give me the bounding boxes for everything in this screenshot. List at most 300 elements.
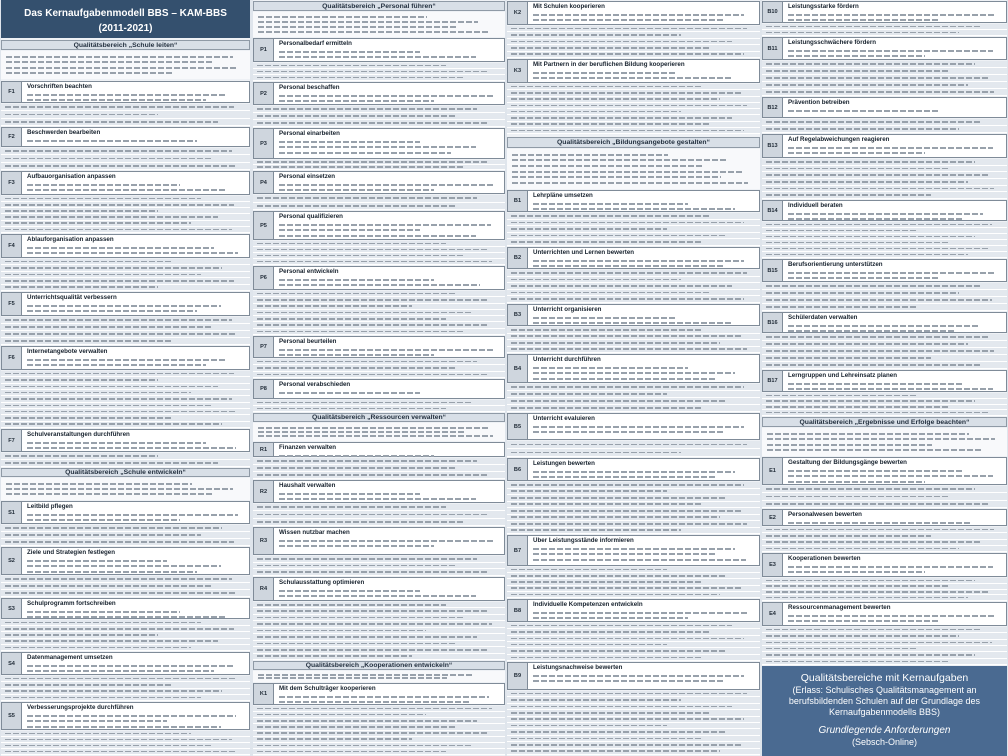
criterion-row [507,213,760,220]
core-task-p7 [253,336,505,358]
task-code-badge: B14 [763,201,783,220]
task-body [274,267,504,289]
illegible-text-line [257,732,489,734]
task-body [528,248,759,268]
illegible-text-line [6,488,233,490]
task-criteria-list [507,482,760,534]
illegible-text-line [257,243,446,245]
illegible-text-line [533,675,744,677]
task-body [22,82,249,102]
illegible-text-line [766,168,949,170]
task-body [274,443,504,456]
illegible-text-line [511,222,744,224]
task-code-badge: B1 [508,191,528,211]
illegible-text-line [511,92,742,94]
illegible-text-line [766,26,980,28]
core-task-s3 [1,598,250,619]
criterion-row [762,297,1007,304]
illegible-text-line [257,714,426,716]
task-title: Kooperationen bewerten [788,555,861,562]
illegible-text-line [511,393,667,395]
illegible-text-line [5,326,211,328]
illegible-text-line [257,108,477,110]
illegible-text-line [257,745,472,747]
legend-subtitle: Grundlegende Anforderungen [818,725,951,736]
quality-area-intro [1,478,250,500]
core-task-e4 [762,602,1007,626]
illegible-text-line [788,152,925,154]
legend-decree-line: berufsbildenden Schulen auf der Grundlage des [788,696,981,706]
task-code-badge: R1 [254,443,274,456]
task-title: Datenmanagement umsetzen [27,654,113,661]
illegible-text-line [788,218,963,220]
illegible-text-line [533,372,735,374]
task-title: Leitbild pflegen [27,503,73,510]
core-task-f2 [1,127,250,147]
core-task-b16 [762,312,1007,333]
illegible-text-line [279,392,420,394]
illegible-text-line [788,571,925,573]
criterion-row [1,532,250,539]
criterion-row [507,655,760,661]
illegible-text-line [5,678,237,680]
illegible-text-line [5,578,232,580]
illegible-text-line [511,298,744,300]
illegible-text-line [257,617,465,619]
illegible-text-line [279,141,420,143]
criterion-row [507,52,760,58]
criterion-row [762,159,1007,166]
task-criteria-list [253,241,505,265]
criterion-row [1,525,250,532]
criterion-row [762,30,1007,36]
task-code-badge: K2 [508,2,528,24]
illegible-text-line [511,285,732,287]
illegible-text-line [533,19,724,21]
task-title: Lerngruppen und Lehreinsatz planen [788,372,897,379]
illegible-text-line [788,19,938,21]
illegible-text-line [766,412,989,414]
illegible-text-line [766,642,992,644]
task-title: Personal qualifizieren [279,213,343,220]
illegible-text-line [511,279,681,281]
illegible-text-line [27,359,225,361]
quality-area-heading: Qualitätsbereich „Ergebnisse und Erfolge beachten“ [762,417,1007,427]
illegible-text-line [511,348,747,350]
illegible-text-line [511,569,667,571]
illegible-text-line [511,117,732,119]
task-criteria-list [253,458,505,479]
task-criteria-list [762,119,1007,133]
task-criteria-list [253,706,505,755]
illegible-text-line [279,590,420,592]
task-title: Mit Schulen kooperieren [533,3,605,10]
illegible-text-line [511,510,742,512]
illegible-text-line [5,373,234,375]
illegible-text-line [766,84,968,86]
task-title: Prävention betreiben [788,99,850,106]
task-title: Ressourcenmanagement bewerten [788,604,891,611]
criterion-row [1,645,250,651]
criterion-row [1,453,250,460]
illegible-text-line [788,388,993,390]
illegible-text-line [258,431,466,433]
illegible-text-line [766,128,959,130]
illegible-text-line [5,745,211,747]
illegible-text-line [5,280,234,282]
task-code-badge: K1 [254,684,274,704]
task-body [274,481,504,502]
criterion-row [762,252,1007,258]
core-task-p5 [253,211,505,240]
task-body [528,355,759,382]
quality-area-heading: Qualitätsbereich „Schule entwickeln“ [1,468,250,477]
task-title: Ziele und Strategien festlegen [27,549,116,556]
illegible-text-line [6,483,192,485]
core-task-f3 [1,171,250,195]
criterion-row [507,233,760,240]
task-title: Personal einarbeiten [279,130,340,137]
illegible-text-line [279,100,434,102]
illegible-text-line [511,407,701,409]
illegible-text-line [257,299,489,301]
task-code-badge: B16 [763,313,783,332]
task-code-badge: P7 [254,337,274,357]
illegible-text-line [766,285,980,287]
criterion-row [762,75,1007,82]
criterion-row [762,179,1007,186]
illegible-text-line [788,213,983,215]
illegible-text-line [511,484,744,486]
illegible-text-line [5,697,201,699]
illegible-text-line [533,617,688,619]
core-task-e3 [762,553,1007,577]
task-criteria-list [1,104,250,126]
task-body [783,2,1006,22]
task-code-badge: E2 [763,510,783,525]
task-title: Individuell beraten [788,202,843,209]
illegible-text-line [766,336,989,338]
task-code-badge: R2 [254,481,274,502]
core-task-b14 [762,200,1007,221]
task-title: Haushalt verwalten [279,482,336,489]
illegible-text-line [27,189,225,191]
task-code-badge: E4 [763,603,783,625]
illegible-text-line [766,406,949,408]
illegible-text-line [512,165,702,167]
illegible-text-line [511,712,710,714]
task-code-badge: B6 [508,459,528,480]
criterion-row [253,654,505,660]
task-title: Unterrichten und Lernen bewerten [533,249,635,256]
illegible-text-line [5,534,201,536]
illegible-text-line [27,447,236,449]
task-body [22,703,249,729]
illegible-text-line [766,174,989,176]
task-body [783,371,1006,391]
illegible-text-line [511,699,681,701]
illegible-text-line [511,718,744,720]
criterion-row [762,546,1007,552]
task-criteria-list [253,63,505,81]
illegible-text-line [533,471,735,473]
illegible-text-line [257,367,455,369]
core-task-b12 [762,97,1007,118]
illegible-text-line [511,490,667,492]
illegible-text-line [257,558,477,560]
task-code-badge: P6 [254,267,274,289]
illegible-text-line [257,649,489,651]
criterion-row [1,285,250,291]
illegible-text-line [257,122,489,124]
illegible-text-line [5,386,218,388]
criterion-row [762,355,1007,362]
illegible-text-line [5,286,158,288]
illegible-text-line [5,165,237,167]
criterion-row [507,405,760,412]
criterion-row [1,324,250,331]
criterion-row [762,89,1007,96]
criterion-row [507,290,760,297]
illegible-text-line [279,284,480,286]
core-task-b10 [762,1,1007,23]
illegible-text-line [258,427,488,429]
illegible-text-line [5,733,191,735]
task-criteria-list [507,327,760,353]
poster-title-block [1,0,250,38]
illegible-text-line [5,229,232,231]
task-title: Beschwerden bearbeiten [27,129,101,136]
illegible-text-line [279,224,491,226]
criterion-row [507,296,760,303]
illegible-text-line [279,146,476,148]
criterion-row [762,304,1007,311]
illegible-text-line [5,333,237,335]
quality-area-intro [253,671,505,682]
criterion-row [1,749,250,755]
illegible-text-line [279,184,493,186]
illegible-text-line [257,77,465,79]
illegible-text-line [511,644,667,646]
illegible-text-line [511,693,747,695]
illegible-text-line [279,229,420,231]
illegible-text-line [5,204,234,206]
criterion-row [762,61,1007,68]
illegible-text-line [5,634,158,636]
legend-source: (Sebsch-Online) [851,737,918,747]
criterion-row [253,372,505,378]
task-code-badge: F4 [2,235,22,257]
illegible-text-line [257,402,472,404]
core-task-s5 [1,702,250,730]
criterion-row [253,569,505,576]
criterion-row [253,749,505,755]
criterion-row [1,104,250,111]
illegible-text-line [257,255,465,257]
task-criteria-list [1,317,250,345]
illegible-text-line [511,292,710,294]
illegible-text-line [257,751,446,753]
illegible-text-line [257,305,412,307]
task-code-badge: F3 [2,172,22,194]
task-code-badge: S2 [2,548,22,574]
task-criteria-list [762,283,1007,311]
core-task-r4 [253,577,505,601]
illegible-text-line [512,182,748,184]
illegible-text-line [27,310,197,312]
task-code-badge: B2 [508,248,528,268]
illegible-text-line [5,455,158,457]
task-body [274,212,504,239]
task-title: Leistungsstarke fördern [788,3,859,10]
task-body [274,337,504,357]
core-task-k3 [507,59,760,83]
criterion-row [253,465,505,472]
task-code-badge: E1 [763,458,783,484]
illegible-text-line [511,241,701,243]
illegible-text-line [6,61,212,63]
quality-area-intro [253,12,505,37]
illegible-text-line [788,325,978,327]
illegible-text-line [257,726,455,728]
task-code-badge: S3 [2,599,22,618]
core-task-r2 [253,480,505,503]
legend-decree-line: Kernaufgabenmodells BBS) [828,707,941,717]
illegible-text-line [533,476,715,478]
task-criteria-list [762,486,1007,508]
task-body [274,684,504,704]
illegible-text-line [511,625,732,627]
criterion-row [253,472,505,479]
criterion-row [762,659,1007,665]
illegible-text-line [257,71,487,73]
illegible-text-line [6,493,212,495]
core-task-f4 [1,234,250,258]
task-criteria-list [1,259,250,291]
criterion-row [762,362,1007,369]
task-code-badge: F2 [2,128,22,146]
illegible-text-line [5,267,222,269]
illegible-text-line [511,497,727,499]
illegible-text-line [766,635,959,637]
illegible-text-line [788,272,996,274]
illegible-text-line [27,247,214,249]
task-title: Unterricht evaluieren [533,415,595,422]
task-criteria-list [507,84,760,134]
illegible-text-line [5,106,234,108]
criterion-row [1,539,250,546]
illegible-text-line [533,77,731,79]
quality-area-heading: Qualitätsbereich „Bildungsangebote gestalten“ [507,137,760,148]
illegible-text-line [511,594,720,596]
illegible-text-line [27,99,206,101]
task-title: Leistungsnachweise bewerten [533,664,623,671]
criterion-row [507,277,760,284]
illegible-text-line [257,161,487,163]
core-task-s2 [1,547,250,575]
criterion-row [253,406,505,412]
task-title: Unterricht organisieren [533,306,602,313]
illegible-text-line [511,529,681,531]
task-title: Schülerdaten verwalten [788,314,858,321]
illegible-text-line [5,423,222,425]
task-body [22,430,249,451]
illegible-text-line [257,738,412,740]
poster-title: Das Kernaufgabenmodell BBS – KAM-BBS [24,8,227,19]
illegible-text-line [257,720,477,722]
task-code-badge: B8 [508,600,528,621]
core-task-p3 [253,128,505,159]
illegible-text-line [511,587,742,589]
criterion-row [507,220,760,227]
core-task-s4 [1,652,250,675]
criterion-row [507,239,760,246]
task-title: Leistungen bewerten [533,460,595,467]
task-body [783,603,1006,625]
illegible-text-line [533,426,744,428]
illegible-text-line [257,205,455,207]
illegible-text-line [257,506,446,508]
core-task-p8 [253,379,505,399]
illegible-text-line [257,643,455,645]
poster-column [1,0,250,756]
criterion-row [1,460,250,467]
illegible-text-line [511,638,744,640]
task-body [783,135,1006,157]
task-body [528,305,759,325]
illegible-text-line [27,670,214,672]
task-body [528,459,759,480]
illegible-text-line [279,545,434,547]
legend-decree-line: (Erlass: Schulisches Qualitätsmanagement an [792,685,977,695]
criterion-row [762,283,1007,290]
illegible-text-line [511,581,701,583]
task-code-badge: P8 [254,380,274,398]
illegible-text-line [5,340,172,342]
illegible-text-line [279,189,434,191]
illegible-text-line [766,181,968,183]
task-code-badge: S4 [2,653,22,674]
illegible-text-line [511,650,727,652]
task-body [783,98,1006,117]
task-title: Mit Partnern in der beruflichen Bildung kooperieren [533,61,685,68]
task-criteria-list [507,270,760,303]
criterion-row [762,68,1007,75]
illegible-text-line [257,623,492,625]
task-title: Schulprogramm fortschreiben [27,600,116,607]
illegible-text-line [5,158,211,160]
criterion-row [253,556,505,563]
illegible-text-line [257,318,446,320]
task-code-badge: P1 [254,39,274,61]
illegible-text-line [533,548,735,550]
task-title: Schulveranstaltungen durchführen [27,431,130,438]
illegible-text-line [5,274,201,276]
illegible-text-line [511,215,710,217]
core-task-b6 [507,458,760,481]
task-body [783,510,1006,525]
illegible-text-line [5,640,218,642]
task-title: Personal einsetzen [279,173,336,180]
task-body [783,38,1006,59]
illegible-text-line [788,615,996,617]
illegible-text-line [766,236,975,238]
criterion-row [762,595,1007,601]
criterion-row [1,331,250,338]
illegible-text-line [27,560,167,562]
illegible-text-line [766,77,989,79]
illegible-text-line [257,474,489,476]
